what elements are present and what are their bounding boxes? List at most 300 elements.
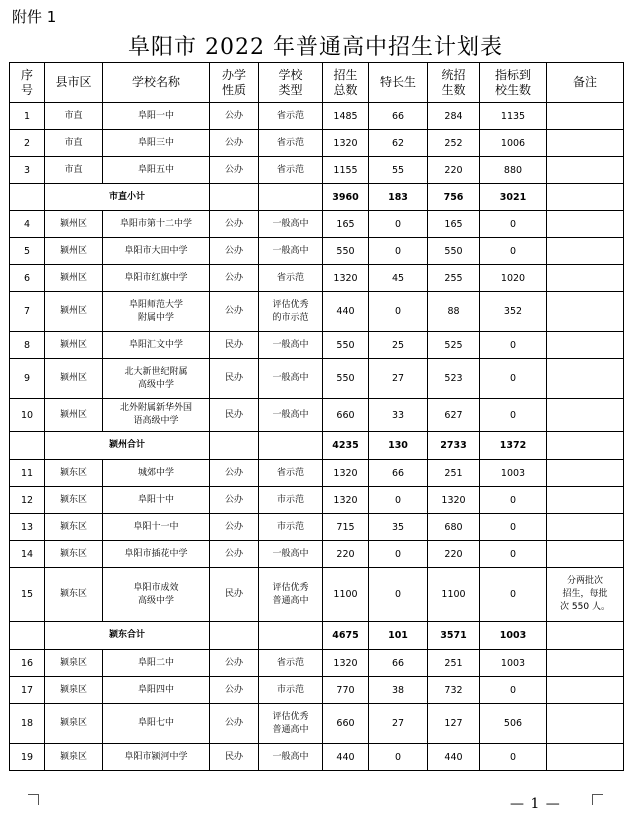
total-cell: 440 [323,744,369,771]
special-cell: 27 [369,704,428,744]
seq-cell: 3 [10,157,45,184]
county-cell: 颍泉区 [45,677,103,704]
quota-cell: 0 [480,211,547,238]
remarks-cell [547,460,624,487]
nature-cell: 公办 [210,460,259,487]
quota-cell: 880 [480,157,547,184]
type-cell-line: 市示范 [276,684,304,695]
special-cell: 35 [369,514,428,541]
header-general-enrollment: 统招 生数 [428,63,480,103]
school-name-cell [103,211,210,238]
school-name-cell [103,514,210,541]
type-cell [259,265,323,292]
county-cell: 市直 [45,157,103,184]
total-cell: 550 [323,238,369,265]
quota-cell: 0 [480,677,547,704]
type-cell [259,103,323,130]
table-row [10,399,624,432]
table-row [10,103,624,130]
school-name-cell [103,541,210,568]
special-cell: 66 [369,650,428,677]
general-cell: 440 [428,744,480,771]
page-corner-mark [592,794,603,805]
type-cell [259,211,323,238]
total-cell: 1320 [323,650,369,677]
type-cell [259,399,323,432]
school-name-cell [103,677,210,704]
special-cell: 27 [369,359,428,399]
school-name-cell [103,332,210,359]
seq-cell: 15 [10,568,45,622]
county-cell: 颍东区 [45,568,103,622]
remarks-cell [547,211,624,238]
county-cell: 市直 [45,130,103,157]
total-cell: 1320 [323,130,369,157]
nature-cell: 公办 [210,487,259,514]
school-name-cell [103,460,210,487]
type-cell [259,568,323,622]
type-cell-line: 一般高中 [272,409,309,420]
quota-cell: 0 [480,514,547,541]
nature-cell: 公办 [210,211,259,238]
remarks-cell-line: 招生，每批 [562,589,608,599]
type-cell [259,332,323,359]
general-cell: 680 [428,514,480,541]
table-row [10,211,624,238]
type-cell-line: 市示范 [276,494,304,505]
school-name-cell-line: 阜阳市第十二中学 [119,218,192,229]
nature-cell: 公办 [210,103,259,130]
school-name-cell-line: 高级中学 [137,379,174,390]
county-cell: 颍州区 [45,211,103,238]
quota-cell: 0 [480,359,547,399]
seq-cell [10,184,45,211]
type-cell-line: 一般高中 [272,339,309,350]
quota-cell: 1006 [480,130,547,157]
school-name-cell-line: 北大新世纪附属 [124,366,188,377]
remarks-cell-line: 分两批次 [566,576,603,586]
total-cell: 1320 [323,487,369,514]
header-school-nature: 办学 性质 [210,63,259,103]
remarks-cell [547,514,624,541]
type-cell-line: 普通高中 [272,595,309,606]
seq-cell: 10 [10,399,45,432]
general-cell: 165 [428,211,480,238]
general-cell: 220 [428,541,480,568]
type-cell-line: 市示范 [276,521,304,532]
general-cell: 550 [428,238,480,265]
quota-cell: 0 [480,332,547,359]
school-name-cell-line: 高级中学 [137,595,174,606]
page-number: — 1 — [510,796,561,812]
total-cell: 550 [323,332,369,359]
nature-cell: 公办 [210,704,259,744]
table-row [10,568,624,622]
table-row [10,332,624,359]
remarks-cell [547,103,624,130]
special-cell: 45 [369,265,428,292]
school-name-cell-line: 阜阳市红旗中学 [124,272,188,283]
subtotal-row [10,432,624,460]
nature-cell: 民办 [210,332,259,359]
seq-cell: 4 [10,211,45,238]
table-row [10,460,624,487]
total-cell: 4675 [323,622,369,650]
school-name-cell [103,704,210,744]
table-row [10,265,624,292]
special-cell: 38 [369,677,428,704]
special-cell: 0 [369,487,428,514]
total-cell: 165 [323,211,369,238]
type-cell-line: 省示范 [276,467,304,478]
type-cell [259,677,323,704]
seq-cell: 9 [10,359,45,399]
type-cell [259,650,323,677]
table-row [10,238,624,265]
quota-cell: 1135 [480,103,547,130]
remarks-cell [547,650,624,677]
seq-cell: 13 [10,514,45,541]
special-cell: 62 [369,130,428,157]
nature-cell: 民办 [210,568,259,622]
quota-cell: 0 [480,238,547,265]
school-name-cell [103,238,210,265]
seq-cell: 16 [10,650,45,677]
remarks-cell [547,130,624,157]
school-name-cell-line: 阜阳十中 [137,494,174,505]
school-name-cell-line: 阜阳十一中 [133,521,179,532]
school-name-cell-line: 语高级中学 [133,416,179,426]
quota-cell: 506 [480,704,547,744]
general-cell: 756 [428,184,480,211]
table-row [10,744,624,771]
remarks-cell [547,292,624,332]
general-cell: 251 [428,650,480,677]
seq-cell: 18 [10,704,45,744]
header-quota-to-school: 指标到 校生数 [480,63,547,103]
type-cell [259,622,323,650]
remarks-cell [547,704,624,744]
type-cell-line: 一般高中 [272,548,309,559]
seq-cell [10,432,45,460]
total-cell: 1320 [323,460,369,487]
special-cell: 0 [369,211,428,238]
county-cell: 颍州区 [45,332,103,359]
school-name-cell-line: 阜阳汇文中学 [128,339,183,350]
header-special-talent: 特长生 [369,63,428,103]
school-name-cell [103,568,210,622]
special-cell: 0 [369,238,428,265]
remarks-cell [547,332,624,359]
type-cell-line: 省示范 [276,657,304,668]
quota-cell: 0 [480,744,547,771]
school-name-cell-line: 城郊中学 [137,467,174,478]
type-cell-line: 普通高中 [272,724,309,735]
total-cell: 1155 [323,157,369,184]
type-cell-line: 一般高中 [272,373,309,383]
seq-cell [10,622,45,650]
type-cell [259,744,323,771]
special-cell: 66 [369,460,428,487]
table-row [10,130,624,157]
remarks-cell [547,487,624,514]
attachment-label: 附件 1 [12,8,57,26]
type-cell-line: 一般高中 [272,751,309,762]
county-cell: 颍东区 [45,487,103,514]
school-name-cell-line: 阜阳市大田中学 [124,245,188,256]
total-cell: 1485 [323,103,369,130]
nature-cell: 民办 [210,359,259,399]
school-name-cell-line: 附属中学 [137,312,174,323]
general-cell: 252 [428,130,480,157]
type-cell-line: 评估优秀 [272,711,309,722]
county-cell: 颍州区 [45,238,103,265]
special-cell: 0 [369,541,428,568]
table-row [10,487,624,514]
general-cell: 1100 [428,568,480,622]
header-county: 县市区 [45,63,103,103]
total-cell: 4235 [323,432,369,460]
seq-cell: 5 [10,238,45,265]
table-row [10,704,624,744]
county-cell: 颍州区 [45,265,103,292]
table-row [10,650,624,677]
school-name-cell [103,103,210,130]
school-name-cell [103,487,210,514]
quota-cell: 0 [480,541,547,568]
nature-cell: 公办 [210,292,259,332]
nature-cell: 公办 [210,238,259,265]
school-name-cell-line: 阜阳市成效 [133,582,179,593]
type-cell-line: 省示范 [276,137,304,148]
special-cell: 55 [369,157,428,184]
nature-cell: 民办 [210,399,259,432]
nature-cell [210,432,259,460]
quota-cell: 1372 [480,432,547,460]
remarks-cell-line: 次 550 人。 [560,602,610,612]
seq-cell: 8 [10,332,45,359]
type-cell [259,460,323,487]
header-remarks: 备注 [547,63,624,103]
school-name-cell [103,130,210,157]
table-row [10,292,624,332]
table-header-row [10,63,624,103]
special-cell: 130 [369,432,428,460]
seq-cell: 6 [10,265,45,292]
quota-cell: 3021 [480,184,547,211]
school-name-cell [103,157,210,184]
county-cell: 市直 [45,103,103,130]
type-cell [259,432,323,460]
special-cell: 33 [369,399,428,432]
special-cell: 0 [369,292,428,332]
nature-cell: 公办 [210,650,259,677]
type-cell [259,292,323,332]
seq-cell: 19 [10,744,45,771]
county-cell: 颍州区 [45,292,103,332]
school-name-cell-line: 阜阳三中 [137,137,174,148]
county-cell: 颍泉区 [45,744,103,771]
type-cell-line: 一般高中 [272,245,309,256]
total-cell: 1100 [323,568,369,622]
subtotal-label: 颍东合计 [45,622,210,650]
type-cell [259,238,323,265]
type-cell [259,487,323,514]
special-cell: 101 [369,622,428,650]
special-cell: 66 [369,103,428,130]
county-cell: 颍州区 [45,359,103,399]
quota-cell: 0 [480,487,547,514]
county-cell: 颍泉区 [45,650,103,677]
county-cell: 颍东区 [45,541,103,568]
type-cell [259,514,323,541]
type-cell-line: 省示范 [276,272,304,283]
header-school-name: 学校名称 [103,63,210,103]
school-name-cell [103,292,210,332]
type-cell-line: 评估优秀 [272,299,309,310]
document-title: 阜阳市 2022 年普通高中招生计划表 [128,35,503,60]
nature-cell: 公办 [210,157,259,184]
school-name-cell [103,744,210,771]
general-cell: 2733 [428,432,480,460]
nature-cell: 公办 [210,265,259,292]
general-cell: 732 [428,677,480,704]
type-cell [259,130,323,157]
subtotal-label: 市直小计 [45,184,210,211]
quota-cell: 352 [480,292,547,332]
remarks-cell [547,238,624,265]
remarks-cell [547,184,624,211]
remarks-cell [547,568,624,622]
school-name-cell [103,399,210,432]
type-cell [259,157,323,184]
nature-cell: 公办 [210,130,259,157]
type-cell [259,359,323,399]
subtotal-row [10,622,624,650]
nature-cell [210,622,259,650]
general-cell: 1320 [428,487,480,514]
general-cell: 251 [428,460,480,487]
special-cell: 0 [369,568,428,622]
seq-cell: 2 [10,130,45,157]
quota-cell: 0 [480,568,547,622]
county-cell: 颍州区 [45,399,103,432]
total-cell: 770 [323,677,369,704]
quota-cell: 1003 [480,650,547,677]
total-cell: 660 [323,399,369,432]
subtotal-label: 颍州合计 [45,432,210,460]
remarks-cell [547,399,624,432]
seq-cell: 14 [10,541,45,568]
seq-cell: 7 [10,292,45,332]
nature-cell: 民办 [210,744,259,771]
remarks-cell [547,622,624,650]
header-school-type: 学校 类型 [259,63,323,103]
special-cell: 183 [369,184,428,211]
nature-cell: 公办 [210,541,259,568]
school-name-cell-line: 阜阳一中 [137,110,174,121]
quota-cell: 0 [480,399,547,432]
header-total-enrollment: 招生 总数 [323,63,369,103]
special-cell: 25 [369,332,428,359]
seq-cell: 11 [10,460,45,487]
table-row [10,514,624,541]
school-name-cell-line: 阜阳四中 [137,684,174,695]
school-name-cell-line: 阜阳市颍河中学 [124,751,188,762]
general-cell: 627 [428,399,480,432]
table-row [10,157,624,184]
nature-cell: 公办 [210,677,259,704]
remarks-cell [547,265,624,292]
table-row [10,677,624,704]
general-cell: 88 [428,292,480,332]
total-cell: 660 [323,704,369,744]
county-cell: 颍东区 [45,460,103,487]
enrollment-plan-table [9,62,624,771]
quota-cell: 1003 [480,460,547,487]
total-cell: 715 [323,514,369,541]
table-row [10,359,624,399]
header-seq: 序 号 [10,63,45,103]
general-cell: 523 [428,359,480,399]
type-cell-line: 的市示范 [272,312,309,323]
remarks-cell [547,541,624,568]
school-name-cell-line: 阜阳七中 [137,718,174,728]
remarks-cell [547,677,624,704]
school-name-cell-line: 北外附属新华外国 [119,403,192,413]
general-cell: 127 [428,704,480,744]
county-cell: 颍泉区 [45,704,103,744]
seq-cell: 17 [10,677,45,704]
table-body [10,103,624,771]
type-cell-line: 省示范 [276,110,304,121]
county-cell: 颍东区 [45,514,103,541]
special-cell: 0 [369,744,428,771]
remarks-cell [547,432,624,460]
type-cell-line: 评估优秀 [272,582,309,593]
seq-cell: 1 [10,103,45,130]
type-cell-line: 一般高中 [272,218,309,229]
quota-cell: 1003 [480,622,547,650]
school-name-cell-line: 阜阳市插花中学 [124,548,188,559]
total-cell: 3960 [323,184,369,211]
seq-cell: 12 [10,487,45,514]
remarks-cell [547,359,624,399]
page-corner-mark [28,794,39,805]
remarks-cell [547,744,624,771]
general-cell: 284 [428,103,480,130]
nature-cell [210,184,259,211]
general-cell: 525 [428,332,480,359]
table-row [10,541,624,568]
total-cell: 550 [323,359,369,399]
total-cell: 1320 [323,265,369,292]
school-name-cell-line: 阜阳二中 [137,657,174,668]
type-cell [259,704,323,744]
type-cell [259,184,323,211]
school-name-cell [103,650,210,677]
remarks-cell [547,157,624,184]
general-cell: 3571 [428,622,480,650]
school-name-cell [103,265,210,292]
type-cell-line: 省示范 [276,164,304,175]
school-name-cell-line: 阜阳五中 [137,164,174,175]
type-cell [259,541,323,568]
school-name-cell [103,359,210,399]
total-cell: 220 [323,541,369,568]
total-cell: 440 [323,292,369,332]
school-name-cell-line: 阜阳师范大学 [128,299,183,310]
